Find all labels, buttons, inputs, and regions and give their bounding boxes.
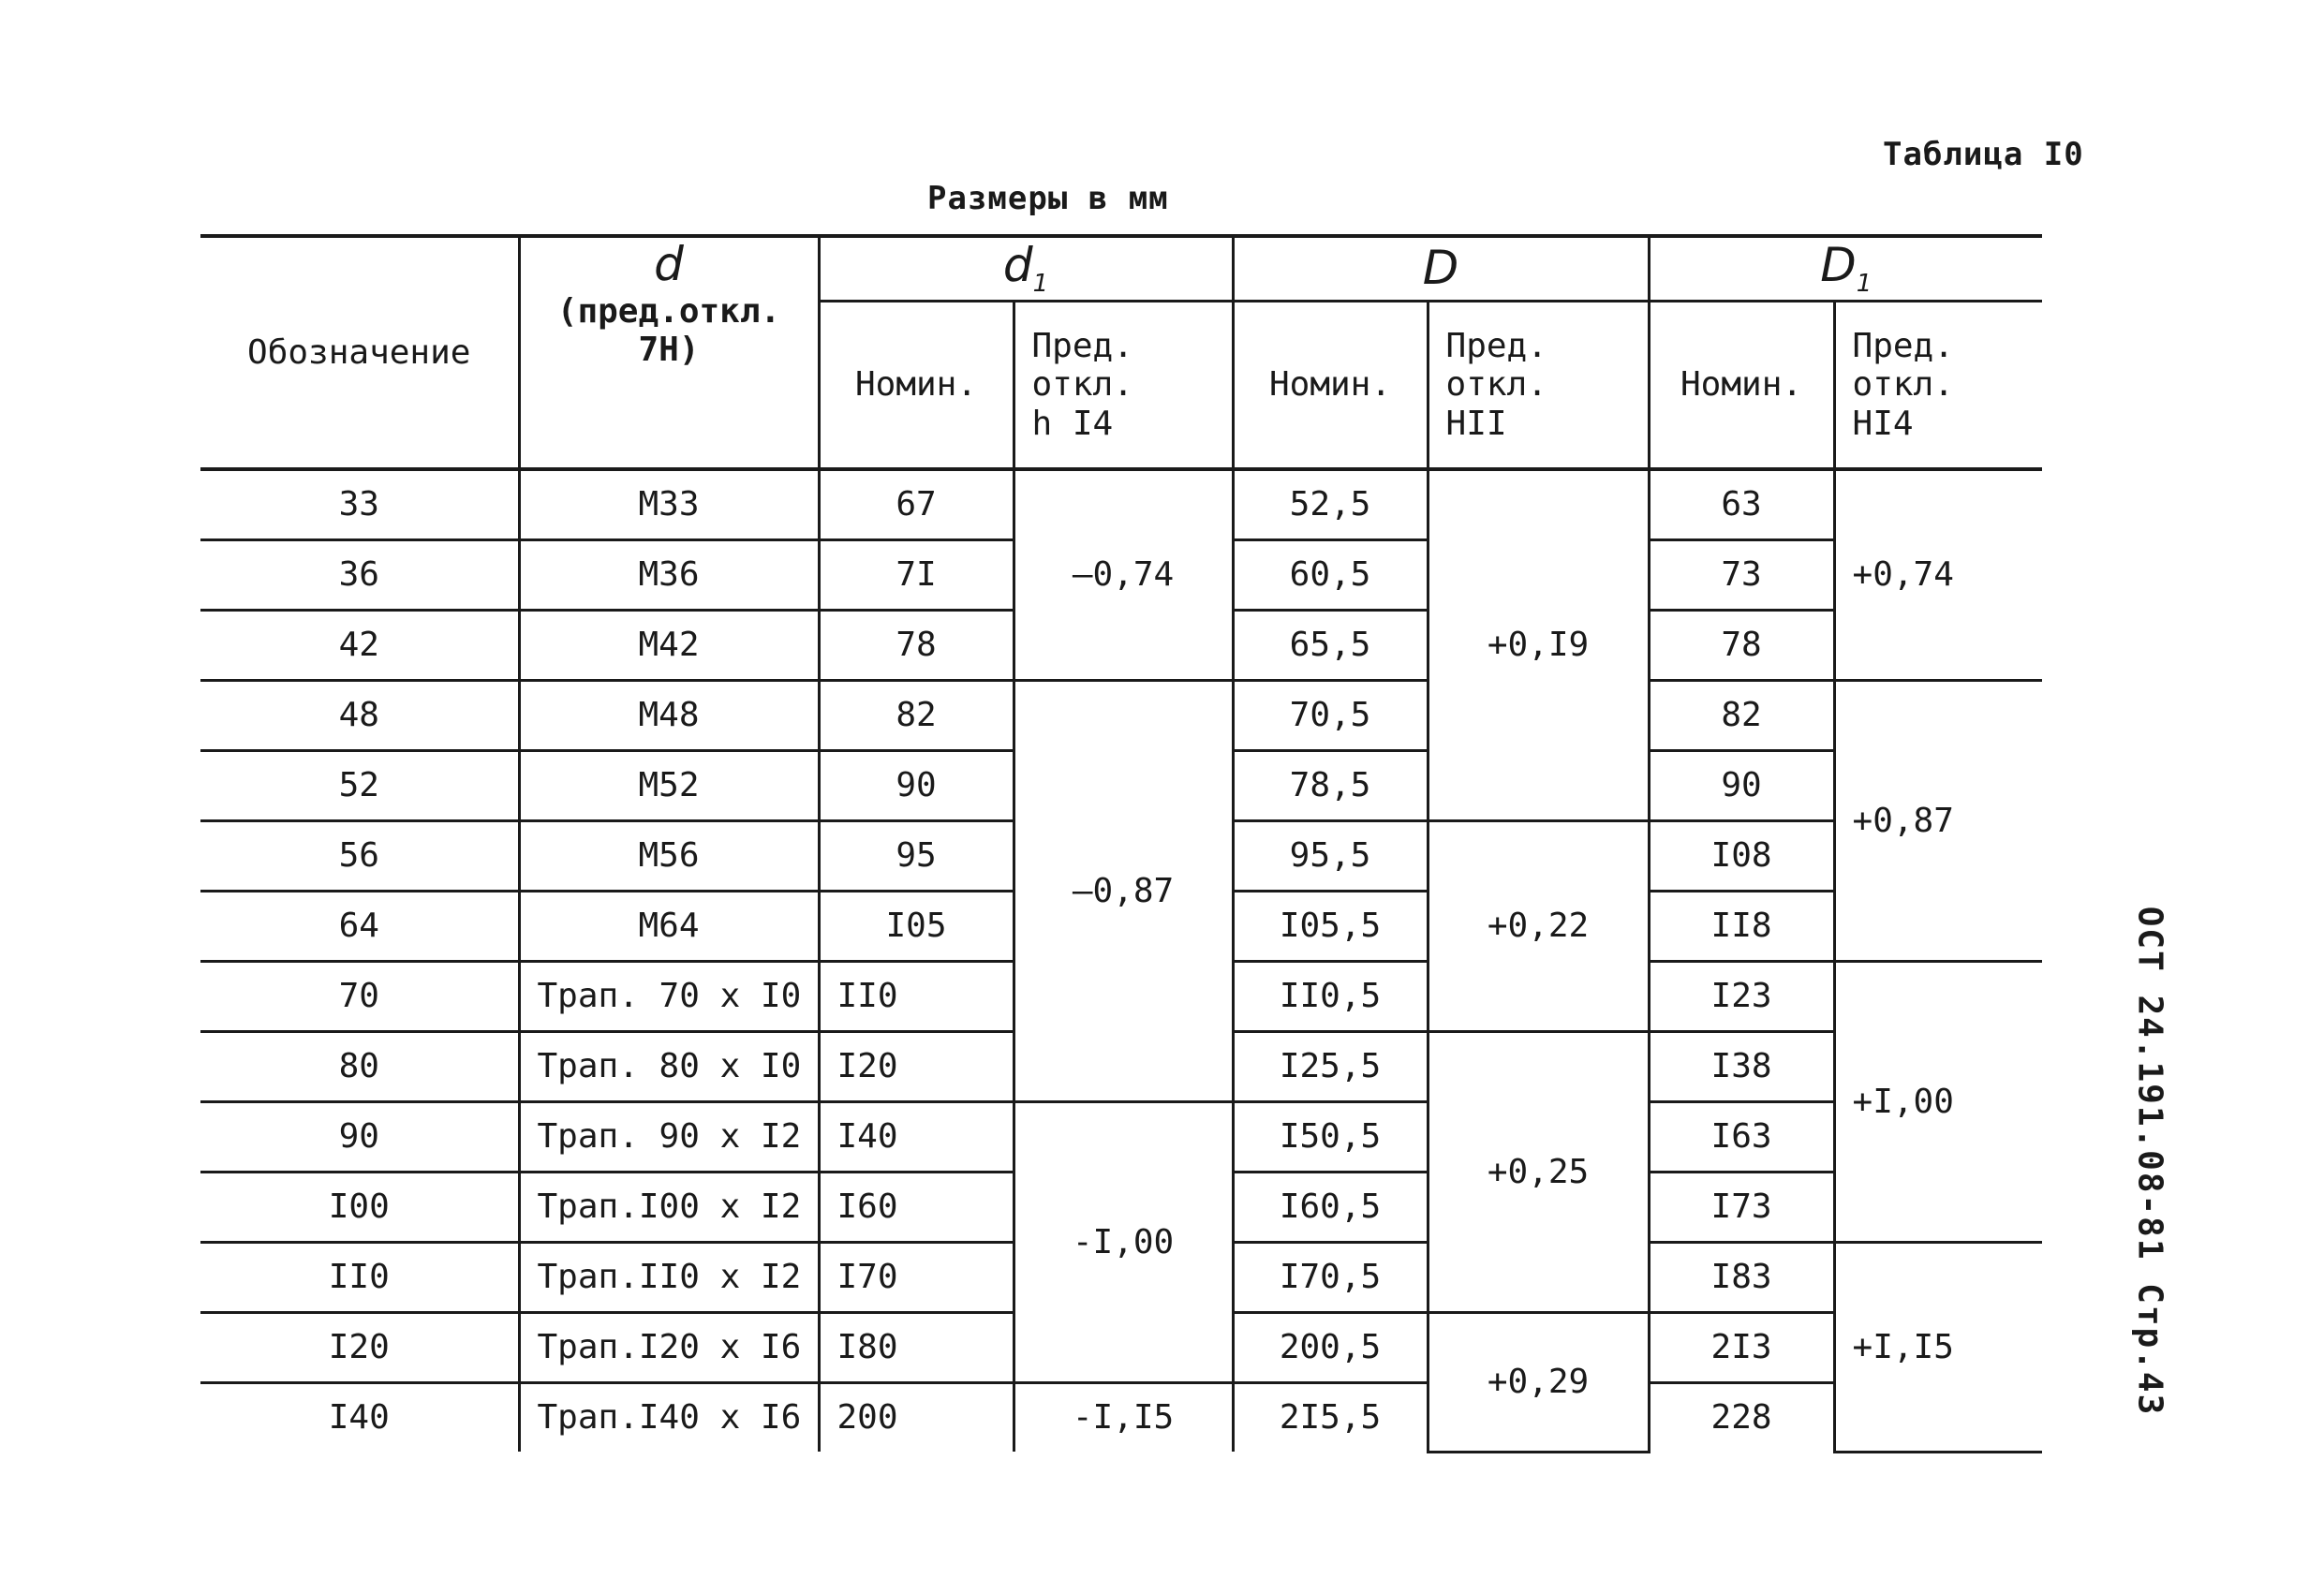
cell-designation: 80 [200,1032,519,1102]
cell-d1-nominal: 90 [819,751,1014,821]
cell-D-nominal: I60,5 [1233,1173,1428,1243]
header-D1 [1649,236,2042,302]
cell-D1-nominal: 2I3 [1649,1313,1834,1383]
cell-d1-tolerance: -I,I5 [1014,1383,1233,1453]
cell-D-tolerance: +0,22 [1428,821,1649,1032]
cell-D-nominal: 78,5 [1233,751,1428,821]
table-row [200,469,2042,540]
cell-D1-nominal: I63 [1649,1102,1834,1173]
cell-D1-tolerance: +I,I5 [1834,1243,2042,1453]
cell-d: М64 [519,892,819,962]
cell-d: Трап. 80 х I0 [519,1032,819,1102]
header-d1-tolerance: Пред. откл. h I4 [1014,302,1233,470]
cell-d: М56 [519,821,819,892]
cell-D-nominal: I70,5 [1233,1243,1428,1313]
header-D-tolerance: Пред. откл. НII [1428,302,1649,470]
cell-D1-tolerance: +0,74 [1834,469,2042,681]
cell-d1-nominal: I60 [819,1173,1014,1243]
header-D1-nominal: Номин. [1649,302,1834,470]
cell-d1-tolerance: -I,00 [1014,1102,1233,1383]
cell-d: Трап. 90 х I2 [519,1102,819,1173]
cell-d1-nominal: 67 [819,469,1014,540]
cell-d1-nominal: I40 [819,1102,1014,1173]
cell-designation: 48 [200,681,519,751]
header-d1-symbol: $d_1$ [1002,238,1049,299]
cell-designation: 42 [200,611,519,681]
dimensions-table [200,234,2042,1453]
cell-D-nominal: 95,5 [1233,821,1428,892]
cell-designation: II0 [200,1243,519,1313]
cell-D1-nominal: 63 [1649,469,1834,540]
cell-designation: I00 [200,1173,519,1243]
cell-d1-nominal: II0 [819,962,1014,1032]
header-D-nominal: Номин. [1233,302,1428,470]
cell-designation: I40 [200,1383,519,1453]
cell-D-tolerance: +0,I9 [1428,469,1649,821]
cell-D-nominal: I50,5 [1233,1102,1428,1173]
cell-D1-tolerance: +I,00 [1834,962,2042,1243]
cell-D1-nominal: I23 [1649,962,1834,1032]
cell-d1-nominal: 78 [819,611,1014,681]
cell-d: М52 [519,751,819,821]
header-D [1233,236,1649,302]
cell-D-nominal: 52,5 [1233,469,1428,540]
header-d-symbol: d [654,237,684,291]
cell-D-nominal: 65,5 [1233,611,1428,681]
cell-designation: I20 [200,1313,519,1383]
cell-D1-nominal: 90 [1649,751,1834,821]
header-d1-nominal: Номин. [819,302,1014,470]
cell-D-tolerance: +0,29 [1428,1313,1649,1453]
cell-D-nominal: II0,5 [1233,962,1428,1032]
cell-d1-nominal: 200 [819,1383,1014,1453]
cell-D-nominal: I25,5 [1233,1032,1428,1102]
cell-d: Трап.I20 х I6 [519,1313,819,1383]
cell-D-nominal: 200,5 [1233,1313,1428,1383]
cell-D1-nominal: 228 [1649,1383,1834,1453]
cell-designation: 70 [200,962,519,1032]
cell-D1-nominal: I08 [1649,821,1834,892]
cell-d: М33 [519,469,819,540]
cell-d1-tolerance: –0,87 [1014,681,1233,1102]
table-number-label: Таблица I0 [1883,136,2084,173]
cell-D1-nominal: I73 [1649,1173,1834,1243]
header-D1-tolerance: Пред. откл. НI4 [1834,302,2042,470]
cell-D-nominal: I05,5 [1233,892,1428,962]
cell-d1-tolerance: –0,74 [1014,469,1233,681]
cell-d1-nominal: 95 [819,821,1014,892]
header-D1-symbol: $D_1$ [1820,238,1873,299]
cell-d1-nominal: I05 [819,892,1014,962]
cell-designation: 90 [200,1102,519,1173]
cell-d: М48 [519,681,819,751]
cell-designation: 36 [200,540,519,611]
cell-D1-nominal: I83 [1649,1243,1834,1313]
cell-D1-nominal: II8 [1649,892,1834,962]
header-row-top [200,236,2042,302]
cell-D-nominal: 2I5,5 [1233,1383,1428,1453]
cell-D1-tolerance: +0,87 [1834,681,2042,962]
cell-designation: 56 [200,821,519,892]
header-d-tolerance-line2: 7Н) [638,330,700,369]
cell-D1-nominal: 82 [1649,681,1834,751]
cell-D-nominal: 60,5 [1233,540,1428,611]
cell-designation: 52 [200,751,519,821]
table-row [200,681,2042,751]
document-reference-vertical: ОСТ 24.191.08-81 Стр.43 [2130,906,2169,1417]
cell-designation: 64 [200,892,519,962]
cell-d1-nominal: 7I [819,540,1014,611]
cell-d: М36 [519,540,819,611]
cell-d1-nominal: 82 [819,681,1014,751]
header-d [519,236,819,469]
cell-d: М42 [519,611,819,681]
cell-d: Трап.I00 х I2 [519,1173,819,1243]
cell-d: Трап.I40 х I6 [519,1383,819,1453]
header-d-tolerance-line1: (пред.откл. [556,291,781,331]
units-caption: Размеры в мм [927,180,1169,217]
header-designation: Обозначение [200,236,519,469]
cell-d: Трап.II0 х I2 [519,1243,819,1313]
header-D-symbol: D [1422,241,1459,296]
cell-d1-nominal: I20 [819,1032,1014,1102]
header-d1 [819,236,1233,302]
cell-designation: 33 [200,469,519,540]
cell-D-tolerance: +0,25 [1428,1032,1649,1313]
cell-D1-nominal: I38 [1649,1032,1834,1102]
cell-d1-nominal: I80 [819,1313,1014,1383]
table-row [200,1102,2042,1173]
cell-d: Трап. 70 х I0 [519,962,819,1032]
table-row [200,1383,2042,1453]
cell-d1-nominal: I70 [819,1243,1014,1313]
cell-D-nominal: 70,5 [1233,681,1428,751]
cell-D1-nominal: 73 [1649,540,1834,611]
cell-D1-nominal: 78 [1649,611,1834,681]
